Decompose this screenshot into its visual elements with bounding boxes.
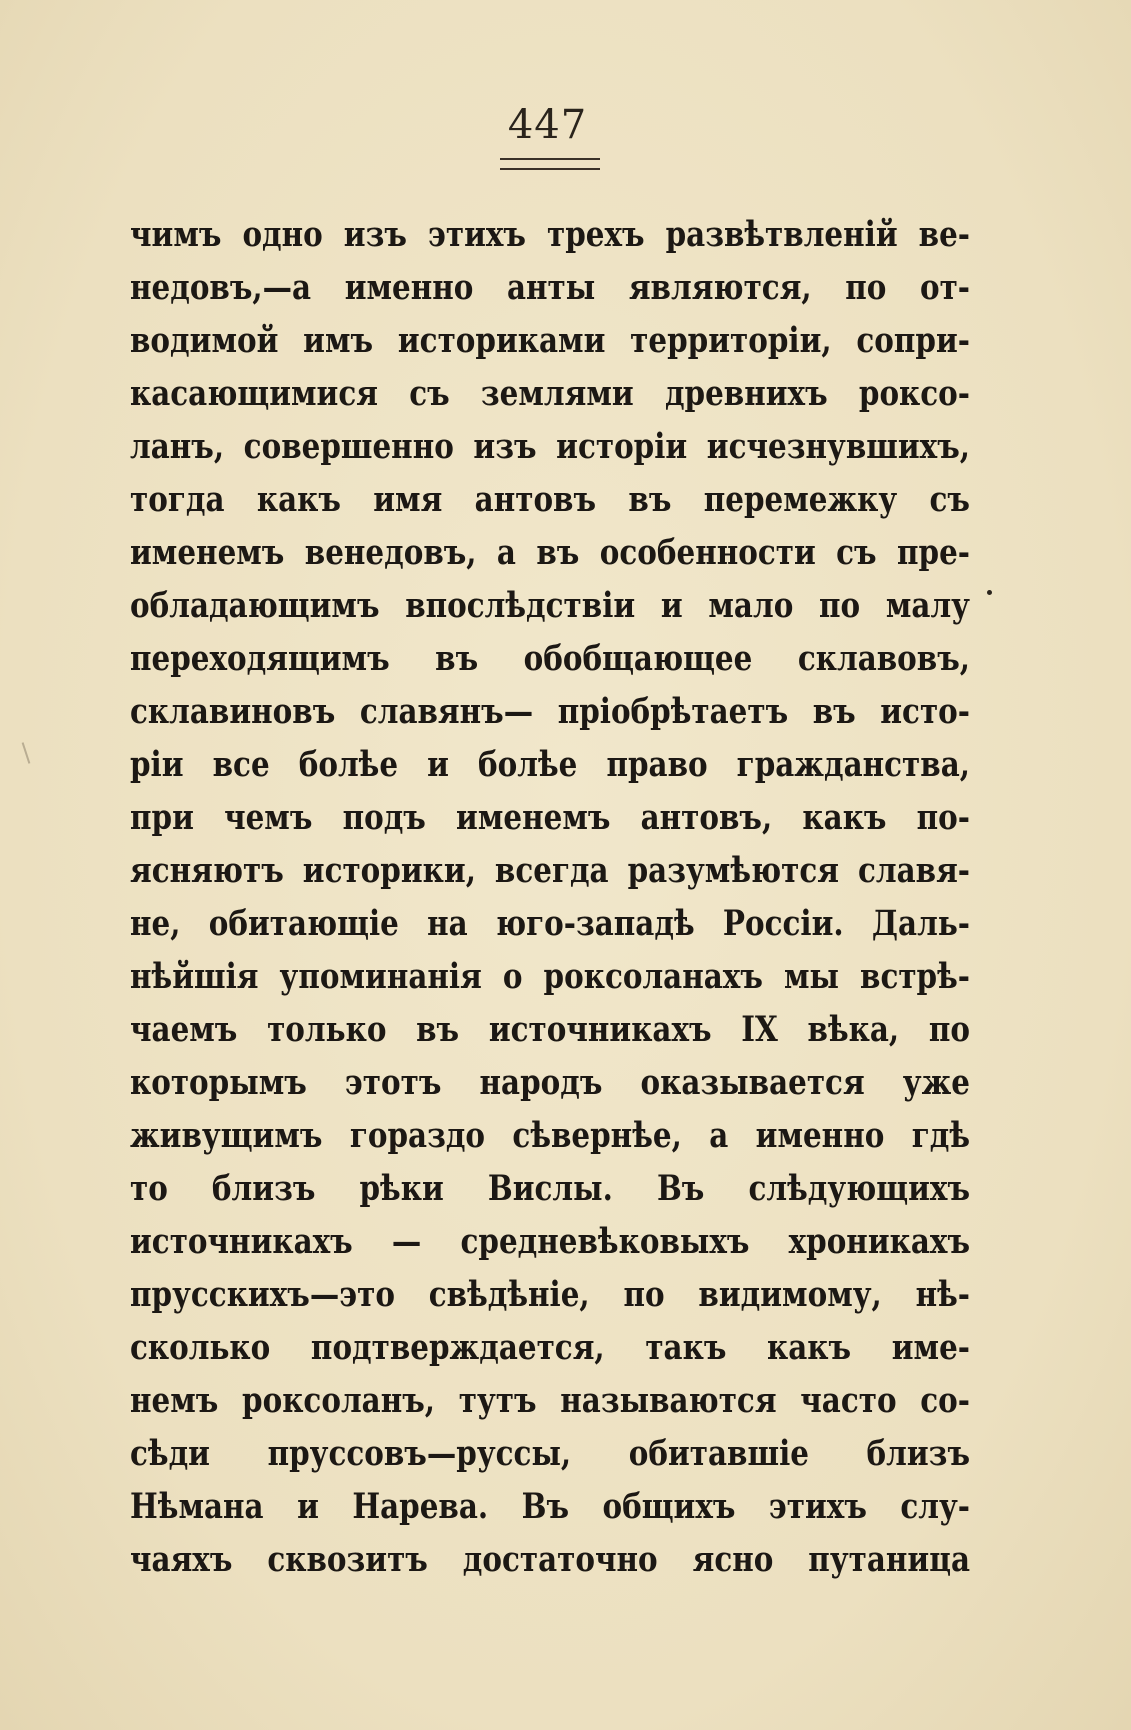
text-line: живущимъ гораздо сѣвернѣе, а именно гдѣ <box>130 1115 970 1156</box>
margin-mark <box>22 742 31 764</box>
text-line: водимой имъ историками территоріи, сопри- <box>130 320 970 361</box>
text-line: которымъ этотъ народъ оказывается уже <box>130 1062 970 1103</box>
page-number: 447 <box>507 102 588 148</box>
double-rule-divider <box>500 158 600 170</box>
text-line: ясняютъ историки, всегда разумѣются славя- <box>130 850 970 891</box>
text-line: склавиновъ славянъ— пріобрѣтаетъ въ исто- <box>130 691 970 732</box>
body-text <box>130 208 970 1586</box>
text-line: ріи все болѣе и болѣе право гражданства, <box>130 744 970 785</box>
text-line: чаяхъ сквозитъ достаточно ясно путаница <box>130 1539 970 1580</box>
text-line: сколько подтверждается, такъ какъ име- <box>130 1327 970 1368</box>
text-line: то близъ рѣки Вислы. Въ слѣдующихъ <box>130 1168 970 1209</box>
text-line: тогда какъ имя антовъ въ перемежку съ <box>130 479 970 520</box>
text-line: касающимися съ землями древнихъ роксо- <box>130 373 970 414</box>
text-line: немъ роксоланъ, тутъ называются часто со- <box>130 1380 970 1421</box>
text-line: обладающимъ впослѣдствіи и мало по малу <box>130 585 970 626</box>
text-line: переходящимъ въ обобщающее склавовъ, <box>130 638 970 679</box>
text-line: чимъ одно изъ этихъ трехъ развѣтвленій ве- <box>130 214 970 255</box>
text-line: ланъ, совершенно изъ исторіи исчезнувшихъ, <box>130 426 970 467</box>
text-line: Нѣмана и Нарева. Въ общихъ этихъ слу- <box>130 1486 970 1527</box>
text-line: источникахъ — средневѣковыхъ хроникахъ <box>130 1221 970 1262</box>
text-line: при чемъ подъ именемъ антовъ, какъ по- <box>130 797 970 838</box>
text-line: недовъ,—а именно анты являются, по от- <box>130 267 970 308</box>
text-line: именемъ венедовъ, а въ особенности съ пре- <box>130 532 970 573</box>
text-line: прусскихъ—это свѣдѣніе, по видимому, нѣ- <box>130 1274 970 1315</box>
text-line: не, обитающіе на юго-западѣ Россіи. Даль- <box>130 903 970 944</box>
text-line: нѣйшія упоминанія о роксоланахъ мы встрѣ- <box>130 956 970 997</box>
text-line: сѣди пруссовъ—руссы, обитавшіе близъ <box>130 1433 970 1474</box>
text-line: чаемъ только въ источникахъ IX вѣка, по <box>130 1009 970 1050</box>
margin-dot <box>987 590 992 595</box>
